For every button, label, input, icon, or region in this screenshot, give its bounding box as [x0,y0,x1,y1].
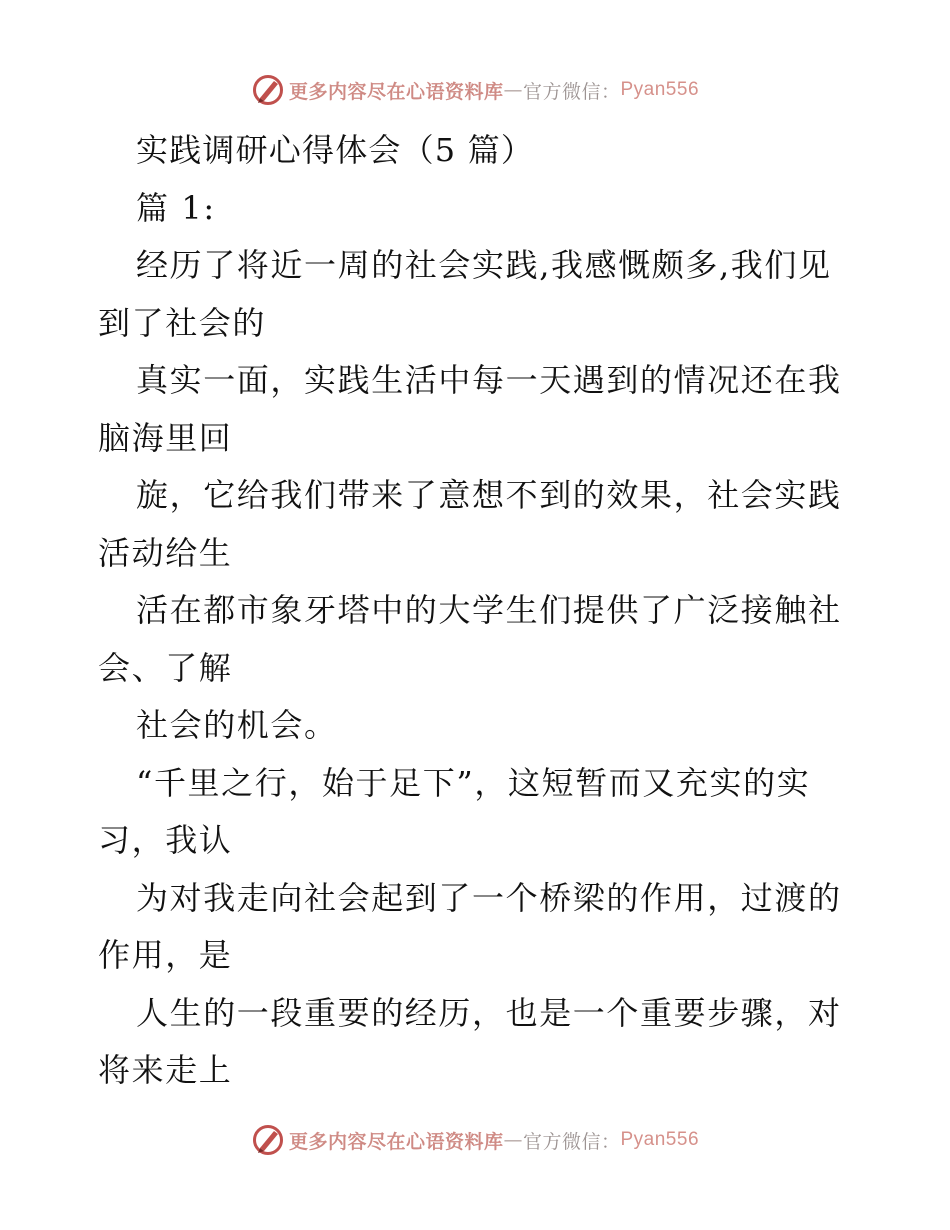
paragraph-line: 将来走上 [98,1051,233,1089]
brand-text: 更多内容尽在心语资料库 [288,80,504,103]
paragraph-line: “千里之行，始于足下”，这短暂而又充实的实 [136,763,811,802]
section-heading: 篇 1: [136,188,216,227]
paragraph-line: 作用，是 [98,936,233,974]
paragraph-line: 为对我走向社会起到了一个桥梁的作用，过渡的 [136,878,842,917]
paragraph-line: 到了社会的 [98,303,267,342]
header-watermark-banner [0,70,950,110]
wechat-id: Pyan556 [620,79,700,100]
paragraph-line: 社会的机会。 [136,706,338,744]
wechat-label: 官方微信： [522,80,621,103]
paragraph-line: 会、了解 [98,648,233,687]
pen-circle-logo-icon [251,73,285,107]
wechat-label: 官方微信： [522,1130,621,1153]
paragraph-line: 活在都市象牙塔中的大学生们提供了广泛接触社 [136,591,842,629]
brand-text: 更多内容尽在心语资料库 [288,1130,504,1153]
paragraph-line: 活动给生 [98,533,233,572]
paragraph-line: 真实一面，实践生活中每一天遇到的情况还在我 [136,361,842,399]
paragraph-line: 脑海里回 [98,418,233,457]
paragraph-line: 经历了将近一周的社会实践,我感慨颇多,我们见 [136,246,832,284]
paragraph-line: 旋，它给我们带来了意想不到的效果，社会实践 [136,476,842,514]
paragraph-line: 人生的一段重要的经历，也是一个重要步骤，对 [136,993,842,1032]
document-body [98,122,858,1100]
wechat-id: Pyan556 [620,1129,700,1150]
banner-separator: — [503,79,523,101]
paragraph-line: 习，我认 [98,821,233,859]
document-title: 实践调研心得体会（5 篇） [136,131,535,169]
pen-circle-logo-icon [251,1123,285,1157]
footer-watermark-banner [0,1120,950,1160]
banner-separator: — [503,1129,523,1151]
